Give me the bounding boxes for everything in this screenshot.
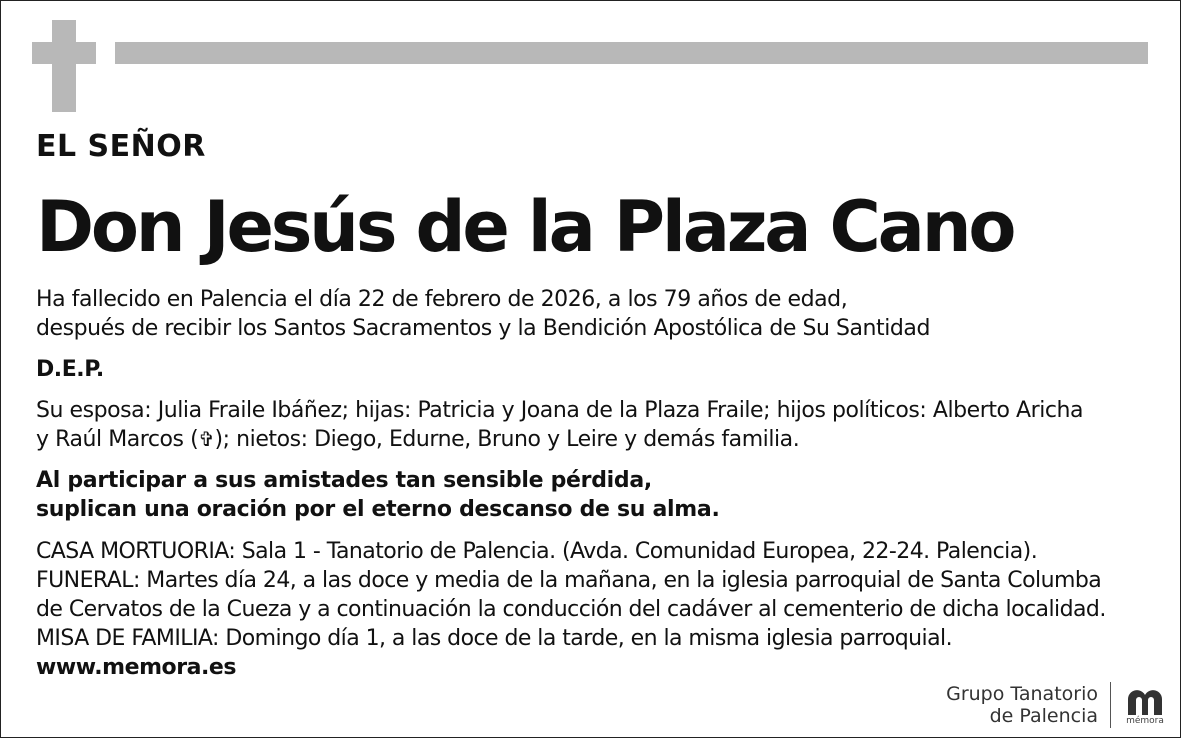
service-line: de Cervatos de la Cueza y a continuación la conducción del cadáver al cementerio de dicha localidad. [36,597,1106,622]
dep-label: D.E.P. [36,357,104,382]
death-line: después de recibir los Santos Sacramentos y la Bendición Apostólica de Su Santidad [36,316,930,341]
divider [1110,682,1111,728]
memora-logo [1123,685,1167,726]
prayer-request [36,466,720,524]
cross-icon-arm [32,42,96,64]
small-cross-icon: ✞ [198,427,215,451]
website-link[interactable]: www.memora.es [36,655,237,680]
cross-icon [52,20,76,112]
group-line: de Palencia [989,705,1098,727]
logo-word: mémora [1126,715,1164,726]
service-line: FUNERAL: Martes día 24, a las doce y media de la mañana, en la iglesia parroquial de Santa Columba [36,568,1102,593]
family-list [36,396,1083,454]
request-line: suplican una oración por el eterno descanso de su alma. [36,497,720,522]
death-line: Ha fallecido en Palencia el día 22 de febrero de 2026, a los 79 años de edad, [36,287,848,312]
footer-brand [946,682,1167,728]
service-line: CASA MORTUORIA: Sala 1 - Tanatorio de Palencia. (Avda. Comunidad Europea, 22-24. Palencia). [36,539,1038,564]
honorific: EL SEÑOR [36,129,206,164]
request-line: Al participar a sus amistades tan sensible pérdida, [36,468,652,493]
group-name [946,683,1098,727]
family-text: ); nietos: Diego, Edurne, Bruno y Leire y demás familia. [214,427,800,452]
family-text: y Raúl Marcos ( [36,427,199,452]
family-line [36,425,1083,454]
service-details [36,537,1106,653]
group-line: Grupo Tanatorio [946,683,1098,705]
memora-m-logo-icon [1123,685,1167,715]
death-details [36,285,930,343]
service-line: MISA DE FAMILIA: Domingo día 1, a las doce de la tarde, en la misma iglesia parroquial. [36,626,953,651]
header-rule [115,42,1148,64]
family-line: Su esposa: Julia Fraile Ibáñez; hijas: Patricia y Joana de la Plaza Fraile; hijos políticos: Alberto Aricha [36,398,1084,423]
deceased-name: Don Jesús de la Plaza Cano [36,186,1014,268]
